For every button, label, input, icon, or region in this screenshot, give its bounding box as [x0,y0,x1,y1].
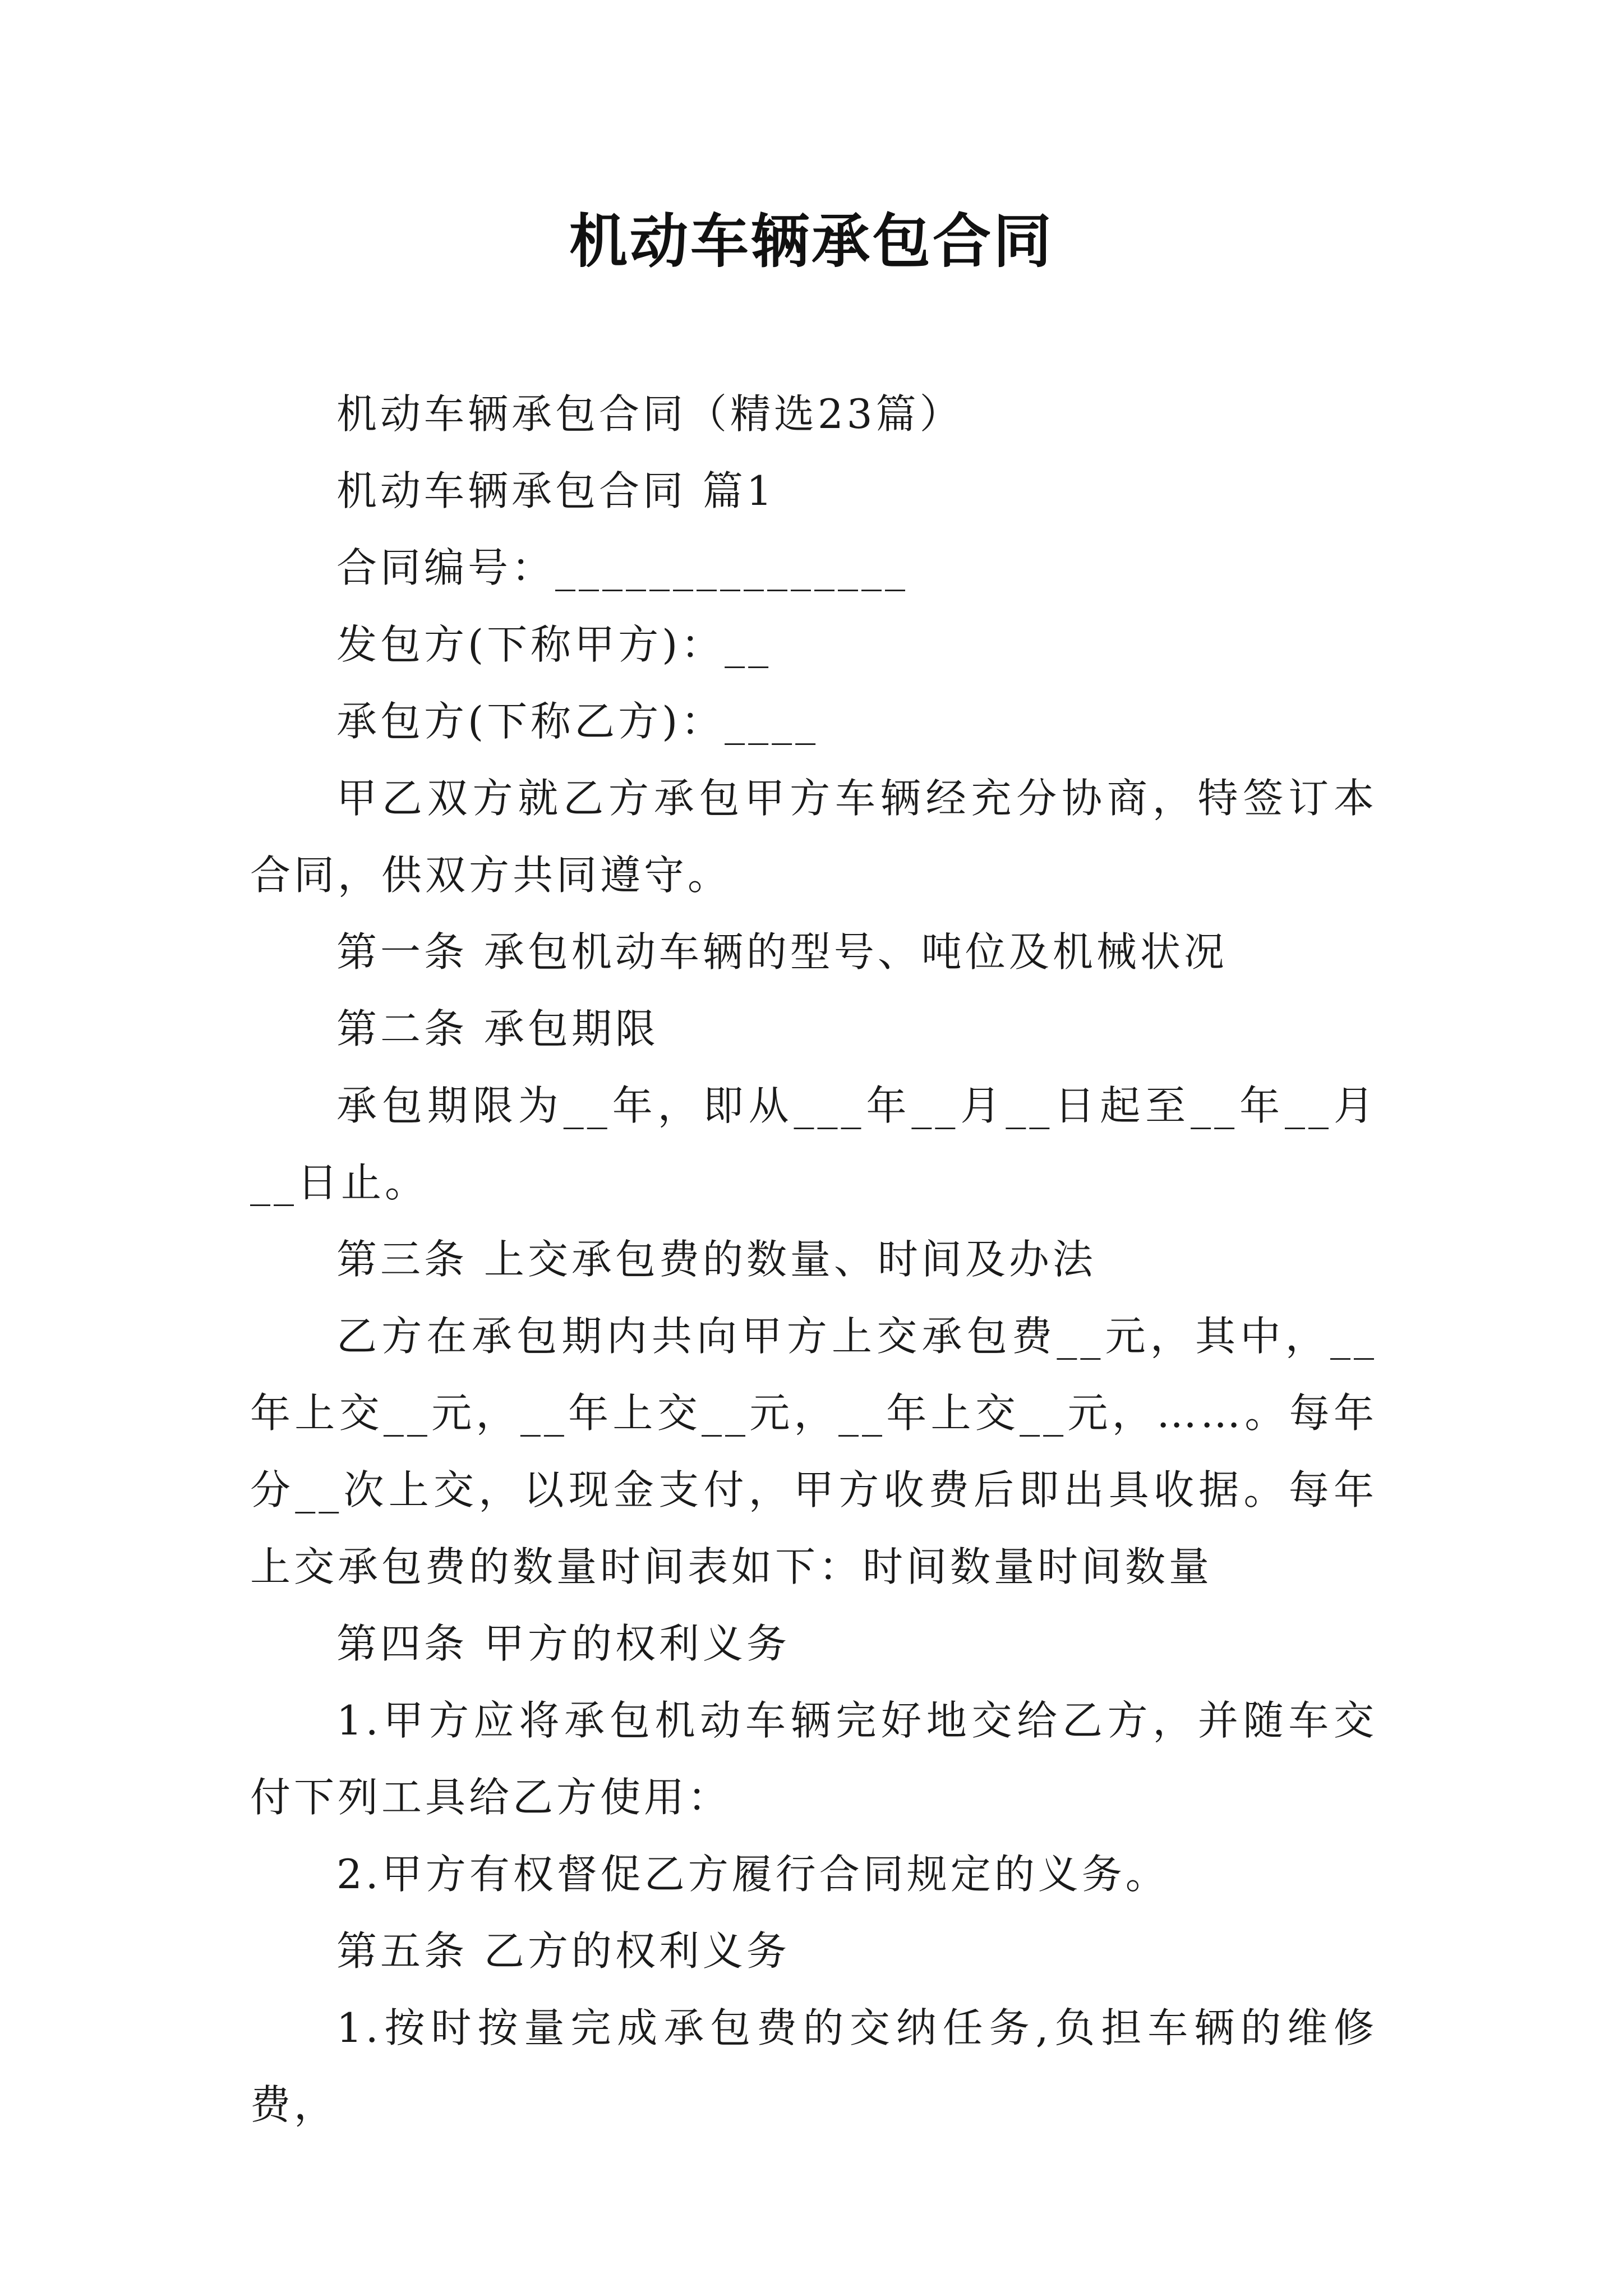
party-b-duty-1: 1.按时按量完成承包费的交纳任务,负担车辆的维修费， [250,2004,1377,2128]
party-a-field: 发包方(下称甲方)：__ [336,621,772,668]
article-4-heading: 第四条 甲方的权利义务 [336,1620,790,1667]
document-title: 机动车辆承包合同 [569,206,1054,275]
party-a-duty-2: 2.甲方有权督促乙方履行合同规定的义务。 [336,1851,1169,1898]
party-b-field: 承包方(下称乙方)：____ [336,698,819,745]
subtitle-paragraph: 机动车辆承包合同（精选23篇） [336,390,963,438]
article-1-heading: 第一条 承包机动车辆的型号、吨位及机械状况 [336,928,1228,976]
article-2-heading: 第二条 承包期限 [336,1005,659,1052]
article-5-heading: 第五条 乙方的权利义务 [336,1927,790,1975]
party-a-duty-1: 1.甲方应将承包机动车辆完好地交给乙方，并随车交付下列工具给乙方使用： [250,1697,1377,1821]
section-heading: 机动车辆承包合同 篇1 [336,467,776,514]
document-body [250,376,1377,2143]
article-3-heading: 第三条 上交承包费的数量、时间及办法 [336,1236,1096,1283]
preamble-paragraph: 甲乙双方就乙方承包甲方车辆经充分协商，特签订本合同，供双方共同遵守。 [250,775,1377,899]
fee-paragraph: 乙方在承包期内共向甲方上交承包费__元，其中，__年上交__元，__年上交__元，__年上交__元，……。每年分__次上交，以现金支付，甲方收费后即出具收据。每年上交承包费的数量时间表如下：时间数量时间数量 [250,1313,1377,1590]
contract-number-field: 合同编号：_______________ [336,544,909,591]
term-paragraph: 承包期限为__年，即从___年__月__日起至__年__月__日止。 [250,1082,1377,1206]
